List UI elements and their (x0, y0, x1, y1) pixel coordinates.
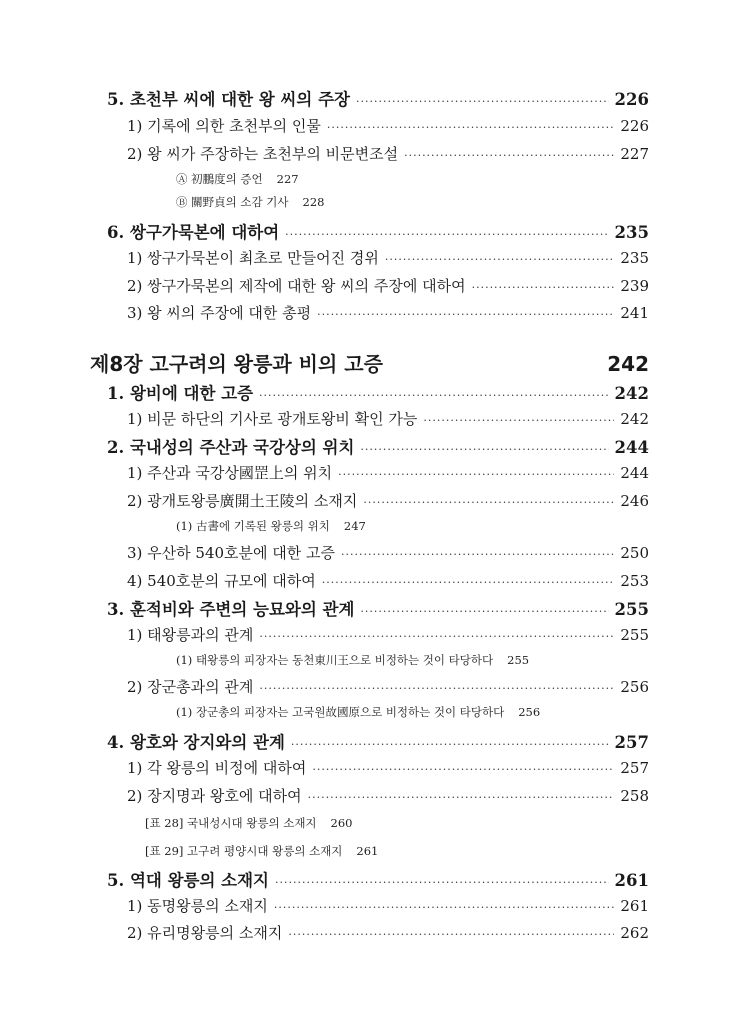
toc-entry-title: 2) 쌍구가묵본의 제작에 대한 왕 씨의 주장에 대하여 (127, 277, 466, 295)
toc-subsection[interactable] (127, 542, 649, 563)
toc-page-number: 226 (620, 117, 649, 135)
toc-entry-title: 5. 역대 왕릉의 소재지 (107, 871, 269, 890)
dot-leader (259, 630, 614, 643)
toc-page-number: 239 (620, 277, 649, 295)
toc-section-1[interactable] (107, 380, 649, 404)
toc-page-number: 227 (620, 145, 649, 163)
toc-table-title: [표 28] 국내성시대 왕릉의 소재지 (145, 816, 317, 830)
toc-note[interactable] (176, 171, 299, 187)
toc-page-number: 235 (614, 223, 649, 242)
dot-leader (327, 121, 615, 134)
dot-leader (259, 682, 614, 695)
toc-entry-title: 3. 훈적비와 주변의 능묘와의 관계 (107, 600, 355, 619)
toc-note-page: 255 (507, 653, 530, 667)
dot-leader (356, 95, 609, 108)
toc-page-number: 258 (620, 787, 649, 805)
toc-note-title: Ⓐ 初鵬度의 증언 (176, 172, 263, 186)
toc-note[interactable] (176, 518, 366, 534)
toc-note[interactable] (176, 704, 540, 720)
toc-entry-title: 3) 우산하 540호분에 대한 고증 (127, 544, 335, 562)
dot-leader (423, 414, 614, 427)
dot-leader (404, 149, 614, 162)
dot-leader (274, 901, 615, 914)
toc-subsection[interactable] (127, 302, 649, 323)
toc-page-number: 242 (620, 410, 649, 428)
toc-section-5[interactable] (107, 867, 649, 891)
toc-note-title: (1) 古書에 기록된 왕릉의 위치 (176, 519, 330, 533)
toc-entry-title: 2) 왕 씨가 주장하는 초천부의 비문변조설 (127, 145, 399, 163)
toc-subsection[interactable] (127, 143, 649, 164)
toc-note[interactable] (176, 652, 529, 668)
toc-page-number: 262 (620, 924, 649, 942)
toc-subsection[interactable] (127, 115, 649, 136)
chapter-page-number: 242 (607, 352, 649, 376)
toc-entry-title: 2) 장지명과 왕호에 대하여 (127, 787, 302, 805)
toc-entry-title: 1) 비문 하단의 기사로 광개토왕비 확인 가능 (127, 410, 418, 428)
toc-note[interactable] (176, 194, 324, 210)
toc-page-number: 253 (620, 572, 649, 590)
toc-page-number: 255 (614, 600, 649, 619)
toc-entry-title: 4) 540호분의 규모에 대하여 (127, 572, 316, 590)
dot-leader (360, 443, 608, 456)
dot-leader (259, 389, 609, 402)
toc-note-title: (1) 태왕릉의 피장자는 동천東川王으로 비정하는 것이 타당하다 (176, 653, 494, 667)
toc-entry-title: 1) 주산과 국강상國罡上의 위치 (127, 464, 333, 482)
toc-table-entry[interactable] (145, 815, 353, 831)
dot-leader (312, 763, 614, 776)
toc-page-number: 244 (614, 438, 649, 457)
toc-subsection[interactable] (127, 275, 649, 296)
toc-table-entry[interactable] (145, 843, 378, 859)
toc-subsection[interactable] (127, 922, 649, 943)
toc-table-title: [표 29] 고구려 평양시대 왕릉의 소재지 (145, 844, 343, 858)
toc-note-title: (1) 장군총의 피장자는 고국원故國原으로 비정하는 것이 타당하다 (176, 705, 505, 719)
toc-section-4[interactable] (107, 729, 649, 753)
toc-subsection[interactable] (127, 462, 649, 483)
toc-table-page: 260 (330, 816, 353, 830)
toc-subsection[interactable] (127, 895, 649, 916)
toc-table-page: 261 (356, 844, 379, 858)
dot-leader (341, 548, 614, 561)
toc-entry-title: 1) 태왕릉과의 관계 (127, 626, 254, 644)
dot-leader (385, 253, 615, 266)
toc-page-number: 261 (614, 871, 649, 890)
dot-leader (291, 738, 609, 751)
dot-leader (317, 308, 614, 321)
toc-entry-title: 3) 왕 씨의 주장에 대한 총평 (127, 304, 312, 322)
toc-subsection[interactable] (127, 247, 649, 268)
toc-page-number: 244 (620, 464, 649, 482)
dot-leader (360, 605, 608, 618)
dot-leader (285, 228, 608, 241)
toc-section-3[interactable] (107, 596, 649, 620)
toc-entry-title: 6. 쌍구가묵본에 대하여 (107, 223, 280, 242)
dot-leader (338, 468, 614, 481)
toc-entry-title: 1) 각 왕릉의 비정에 대하여 (127, 759, 307, 777)
toc-note-page: 247 (343, 519, 366, 533)
toc-section-6[interactable] (107, 219, 649, 243)
toc-subsection[interactable] (127, 624, 649, 645)
toc-page-number: 256 (620, 678, 649, 696)
toc-page-number: 250 (620, 544, 649, 562)
dot-leader (275, 876, 609, 889)
dot-leader (308, 791, 615, 804)
toc-note-page: 228 (302, 195, 325, 209)
toc-chapter-8[interactable] (90, 348, 649, 377)
toc-page-number: 255 (620, 626, 649, 644)
toc-entry-title: 1) 동명왕릉의 소재지 (127, 897, 268, 915)
toc-entry-title: 4. 왕호와 장지와의 관계 (107, 733, 285, 752)
toc-note-page: 256 (518, 705, 541, 719)
toc-entry-title: 5. 초천부 씨에 대한 왕 씨의 주장 (107, 90, 350, 109)
toc-subsection[interactable] (127, 757, 649, 778)
toc-section-5-chotonbu[interactable] (107, 86, 649, 110)
toc-entry-title: 1) 기록에 의한 초천부의 인물 (127, 117, 321, 135)
toc-page-number: 261 (620, 897, 649, 915)
toc-entry-title: 2. 국내성의 주산과 국강상의 위치 (107, 438, 355, 457)
toc-entry-title: 1) 쌍구가묵본이 최초로 만들어진 경위 (127, 249, 379, 267)
toc-note-title: Ⓑ 關野貞의 소감 기사 (176, 195, 289, 209)
dot-leader (472, 281, 615, 294)
toc-subsection[interactable] (127, 785, 649, 806)
toc-subsection[interactable] (127, 676, 649, 697)
chapter-title: 제8장 고구려의 왕릉과 비의 고증 (90, 352, 383, 376)
toc-page-number: 246 (620, 492, 649, 510)
toc-subsection[interactable] (127, 408, 649, 429)
toc-note-page: 227 (276, 172, 299, 186)
toc-subsection[interactable] (127, 490, 649, 511)
toc-entry-title: 2) 장군총과의 관계 (127, 678, 254, 696)
dot-leader (322, 576, 615, 589)
toc-entry-title: 1. 왕비에 대한 고증 (107, 384, 254, 403)
dot-leader (288, 928, 614, 941)
toc-page-number: 257 (614, 733, 649, 752)
toc-page-number: 226 (614, 90, 649, 109)
toc-page-number: 257 (620, 759, 649, 777)
toc-section-2[interactable] (107, 434, 649, 458)
toc-page-number: 235 (620, 249, 649, 267)
toc-subsection[interactable] (127, 570, 649, 591)
toc-entry-title: 2) 광개토왕릉廣開土王陵의 소재지 (127, 492, 358, 510)
toc-page-number: 242 (614, 384, 649, 403)
toc-entry-title: 2) 유리명왕릉의 소재지 (127, 924, 283, 942)
dot-leader (363, 496, 614, 509)
toc-page-number: 241 (620, 304, 649, 322)
